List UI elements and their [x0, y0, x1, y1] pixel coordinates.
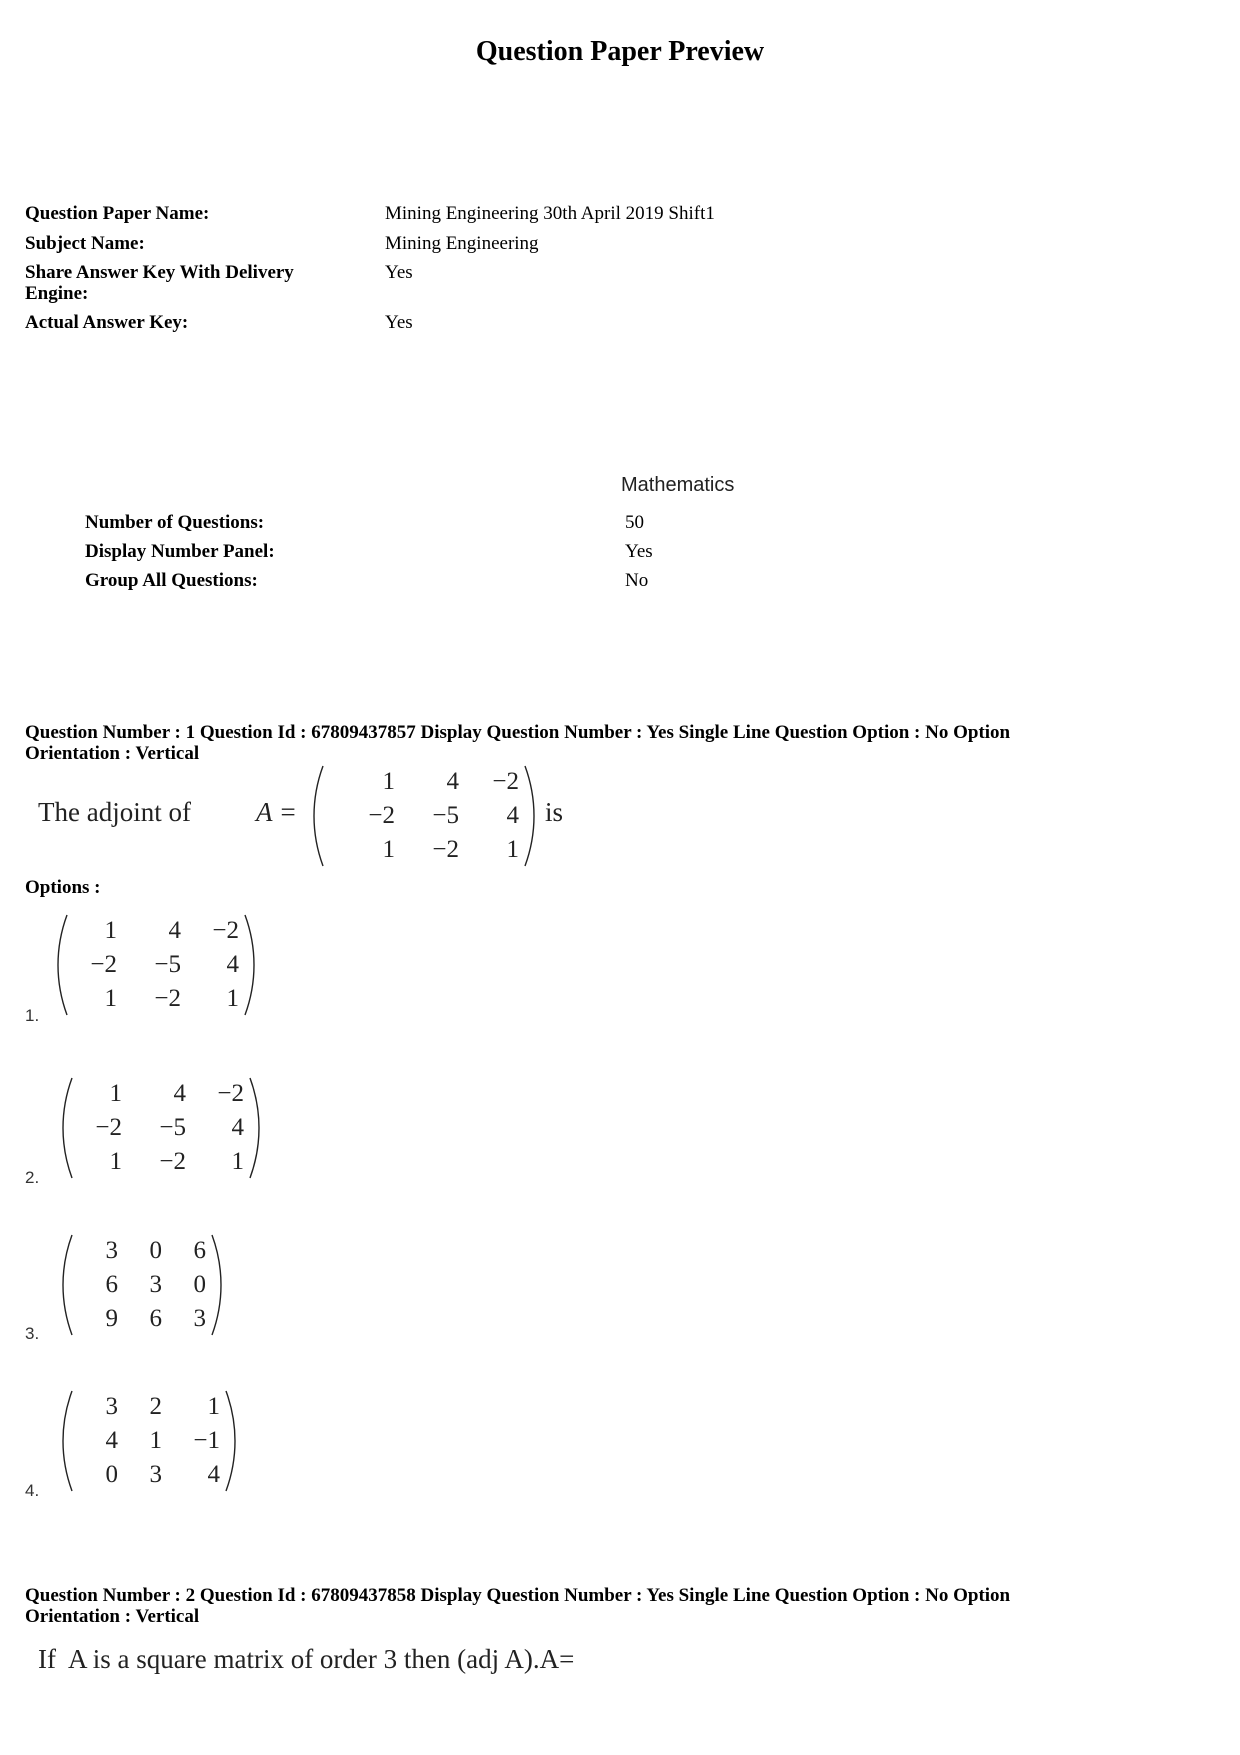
question-2-text: If A is a square matrix of order 3 then (adj A).A=	[38, 1644, 575, 1674]
option-3-matrix-cell: 3	[149, 1271, 162, 1298]
option-2-matrix-cell: −2	[95, 1114, 122, 1141]
option-3-number: 3.	[25, 1324, 40, 1343]
option-4-matrix-cell: 1	[207, 1393, 220, 1420]
option-4-matrix-cell: 0	[105, 1461, 118, 1488]
option-1-matrix-cell: −2	[212, 917, 239, 944]
option-1-matrix-cell: 1	[226, 985, 239, 1012]
option-2-matrix-cell: 4	[231, 1114, 244, 1141]
left-paren-icon	[62, 1390, 74, 1492]
question-1-matrix-cell: 4	[446, 768, 459, 795]
option-1-matrix-cell: −2	[90, 951, 117, 978]
option-4-matrix-cell: −1	[193, 1427, 220, 1454]
share-answer-key-label-line2: Engine:	[25, 283, 89, 304]
share-answer-key-label	[25, 262, 294, 304]
option-1-matrix-grid	[69, 914, 243, 1016]
question-2-meta-line2: Orientation : Vertical	[25, 1606, 200, 1627]
option-2-matrix-cell: 4	[173, 1080, 186, 1107]
option-2-matrix-cell: 1	[231, 1148, 244, 1175]
share-answer-key-label-line1: Share Answer Key With Delivery	[25, 262, 294, 283]
question-2-meta-line1: Question Number : 2 Question Id : 67809437858 Display Question Number : Yes Single Line Question Option : No Option	[25, 1585, 1011, 1606]
question-1-matrix-cell: 1	[382, 836, 395, 863]
question-1-matrix	[313, 765, 535, 867]
question-1-matrix-cell: 1	[382, 768, 395, 795]
left-paren-icon	[62, 1077, 74, 1179]
question-1-matrix-cell: −2	[368, 802, 395, 829]
option-2-matrix[interactable]	[62, 1077, 260, 1179]
option-4-matrix-grid	[74, 1390, 224, 1492]
display-number-panel-label: Display Number Panel:	[85, 541, 275, 562]
option-2-matrix-cell: 1	[109, 1148, 122, 1175]
number-of-questions-value: 50	[625, 512, 644, 533]
group-all-questions-label: Group All Questions:	[85, 570, 258, 591]
question-1-matrix-cell: 1	[506, 836, 519, 863]
question-1-text-end: is	[545, 797, 564, 827]
option-2-matrix-cell: −2	[217, 1080, 244, 1107]
question-paper-name-label: Question Paper Name:	[25, 203, 210, 224]
option-2-matrix-cell: 1	[109, 1080, 122, 1107]
section-name: Mathematics	[621, 474, 735, 496]
share-answer-key-value: Yes	[385, 262, 413, 283]
question-1-meta-line1: Question Number : 1 Question Id : 67809437857 Display Question Number : Yes Single Line Question Option : No Option	[25, 722, 1011, 743]
right-paren-icon	[523, 765, 535, 867]
left-paren-icon	[62, 1234, 74, 1336]
option-1-matrix-cell: 1	[104, 985, 117, 1012]
actual-answer-key-value: Yes	[385, 312, 413, 333]
option-1-matrix-cell: 4	[168, 917, 181, 944]
right-paren-icon	[224, 1390, 236, 1492]
number-of-questions-label: Number of Questions:	[85, 512, 265, 533]
option-4-matrix-cell: 1	[149, 1427, 162, 1454]
left-paren-icon	[313, 765, 325, 867]
group-all-questions-value: No	[625, 570, 649, 591]
question-1-text: The adjoint of	[38, 797, 191, 827]
option-3-matrix-cell: 9	[105, 1305, 118, 1332]
option-3-matrix-cell: 6	[193, 1237, 206, 1264]
question-2-meta	[25, 1585, 1145, 1627]
option-3-matrix-cell: 3	[105, 1237, 118, 1264]
display-number-panel-value: Yes	[625, 541, 653, 562]
option-4-matrix[interactable]	[62, 1390, 236, 1492]
option-3-matrix-grid	[74, 1234, 210, 1336]
option-4-matrix-cell: 4	[207, 1461, 220, 1488]
question-1-matrix-cell: −2	[432, 836, 459, 863]
option-4-matrix-cell: 2	[149, 1393, 162, 1420]
question-1-matrix-cell: −2	[492, 768, 519, 795]
option-3-matrix-cell: 0	[149, 1237, 162, 1264]
option-3-matrix[interactable]	[62, 1234, 222, 1336]
question-1-meta-line2: Orientation : Vertical	[25, 743, 200, 764]
left-paren-icon	[57, 914, 69, 1016]
actual-answer-key-label: Actual Answer Key:	[25, 312, 189, 333]
option-3-matrix-cell: 0	[193, 1271, 206, 1298]
question-1-matrix-cell: 4	[506, 802, 519, 829]
option-1-matrix-cell: 1	[104, 917, 117, 944]
question-1-matrix-grid	[325, 765, 523, 867]
question-1-matrix-cell: −5	[432, 802, 459, 829]
right-paren-icon	[243, 914, 255, 1016]
option-3-matrix-cell: 6	[149, 1305, 162, 1332]
option-2-matrix-grid	[74, 1077, 248, 1179]
question-1-variable: A =	[256, 797, 297, 827]
option-2-matrix-cell: −2	[159, 1148, 186, 1175]
option-4-number: 4.	[25, 1481, 40, 1500]
option-1-matrix-cell: −5	[154, 951, 181, 978]
option-1-matrix[interactable]	[57, 914, 255, 1016]
question-paper-name-value: Mining Engineering 30th April 2019 Shift1	[385, 203, 715, 224]
subject-name-value: Mining Engineering	[385, 233, 539, 254]
right-paren-icon	[248, 1077, 260, 1179]
option-3-matrix-cell: 3	[193, 1305, 206, 1332]
option-4-matrix-cell: 3	[105, 1393, 118, 1420]
option-1-number: 1.	[25, 1006, 40, 1025]
option-4-matrix-cell: 3	[149, 1461, 162, 1488]
option-4-matrix-cell: 4	[105, 1427, 118, 1454]
option-1-matrix-cell: 4	[226, 951, 239, 978]
option-3-matrix-cell: 6	[105, 1271, 118, 1298]
option-2-number: 2.	[25, 1168, 40, 1187]
option-2-matrix-cell: −5	[159, 1114, 186, 1141]
options-label: Options :	[25, 877, 101, 898]
right-paren-icon	[210, 1234, 222, 1336]
page-title: Question Paper Preview	[475, 36, 765, 67]
option-1-matrix-cell: −2	[154, 985, 181, 1012]
question-1-meta	[25, 722, 1145, 764]
subject-name-label: Subject Name:	[25, 233, 145, 254]
